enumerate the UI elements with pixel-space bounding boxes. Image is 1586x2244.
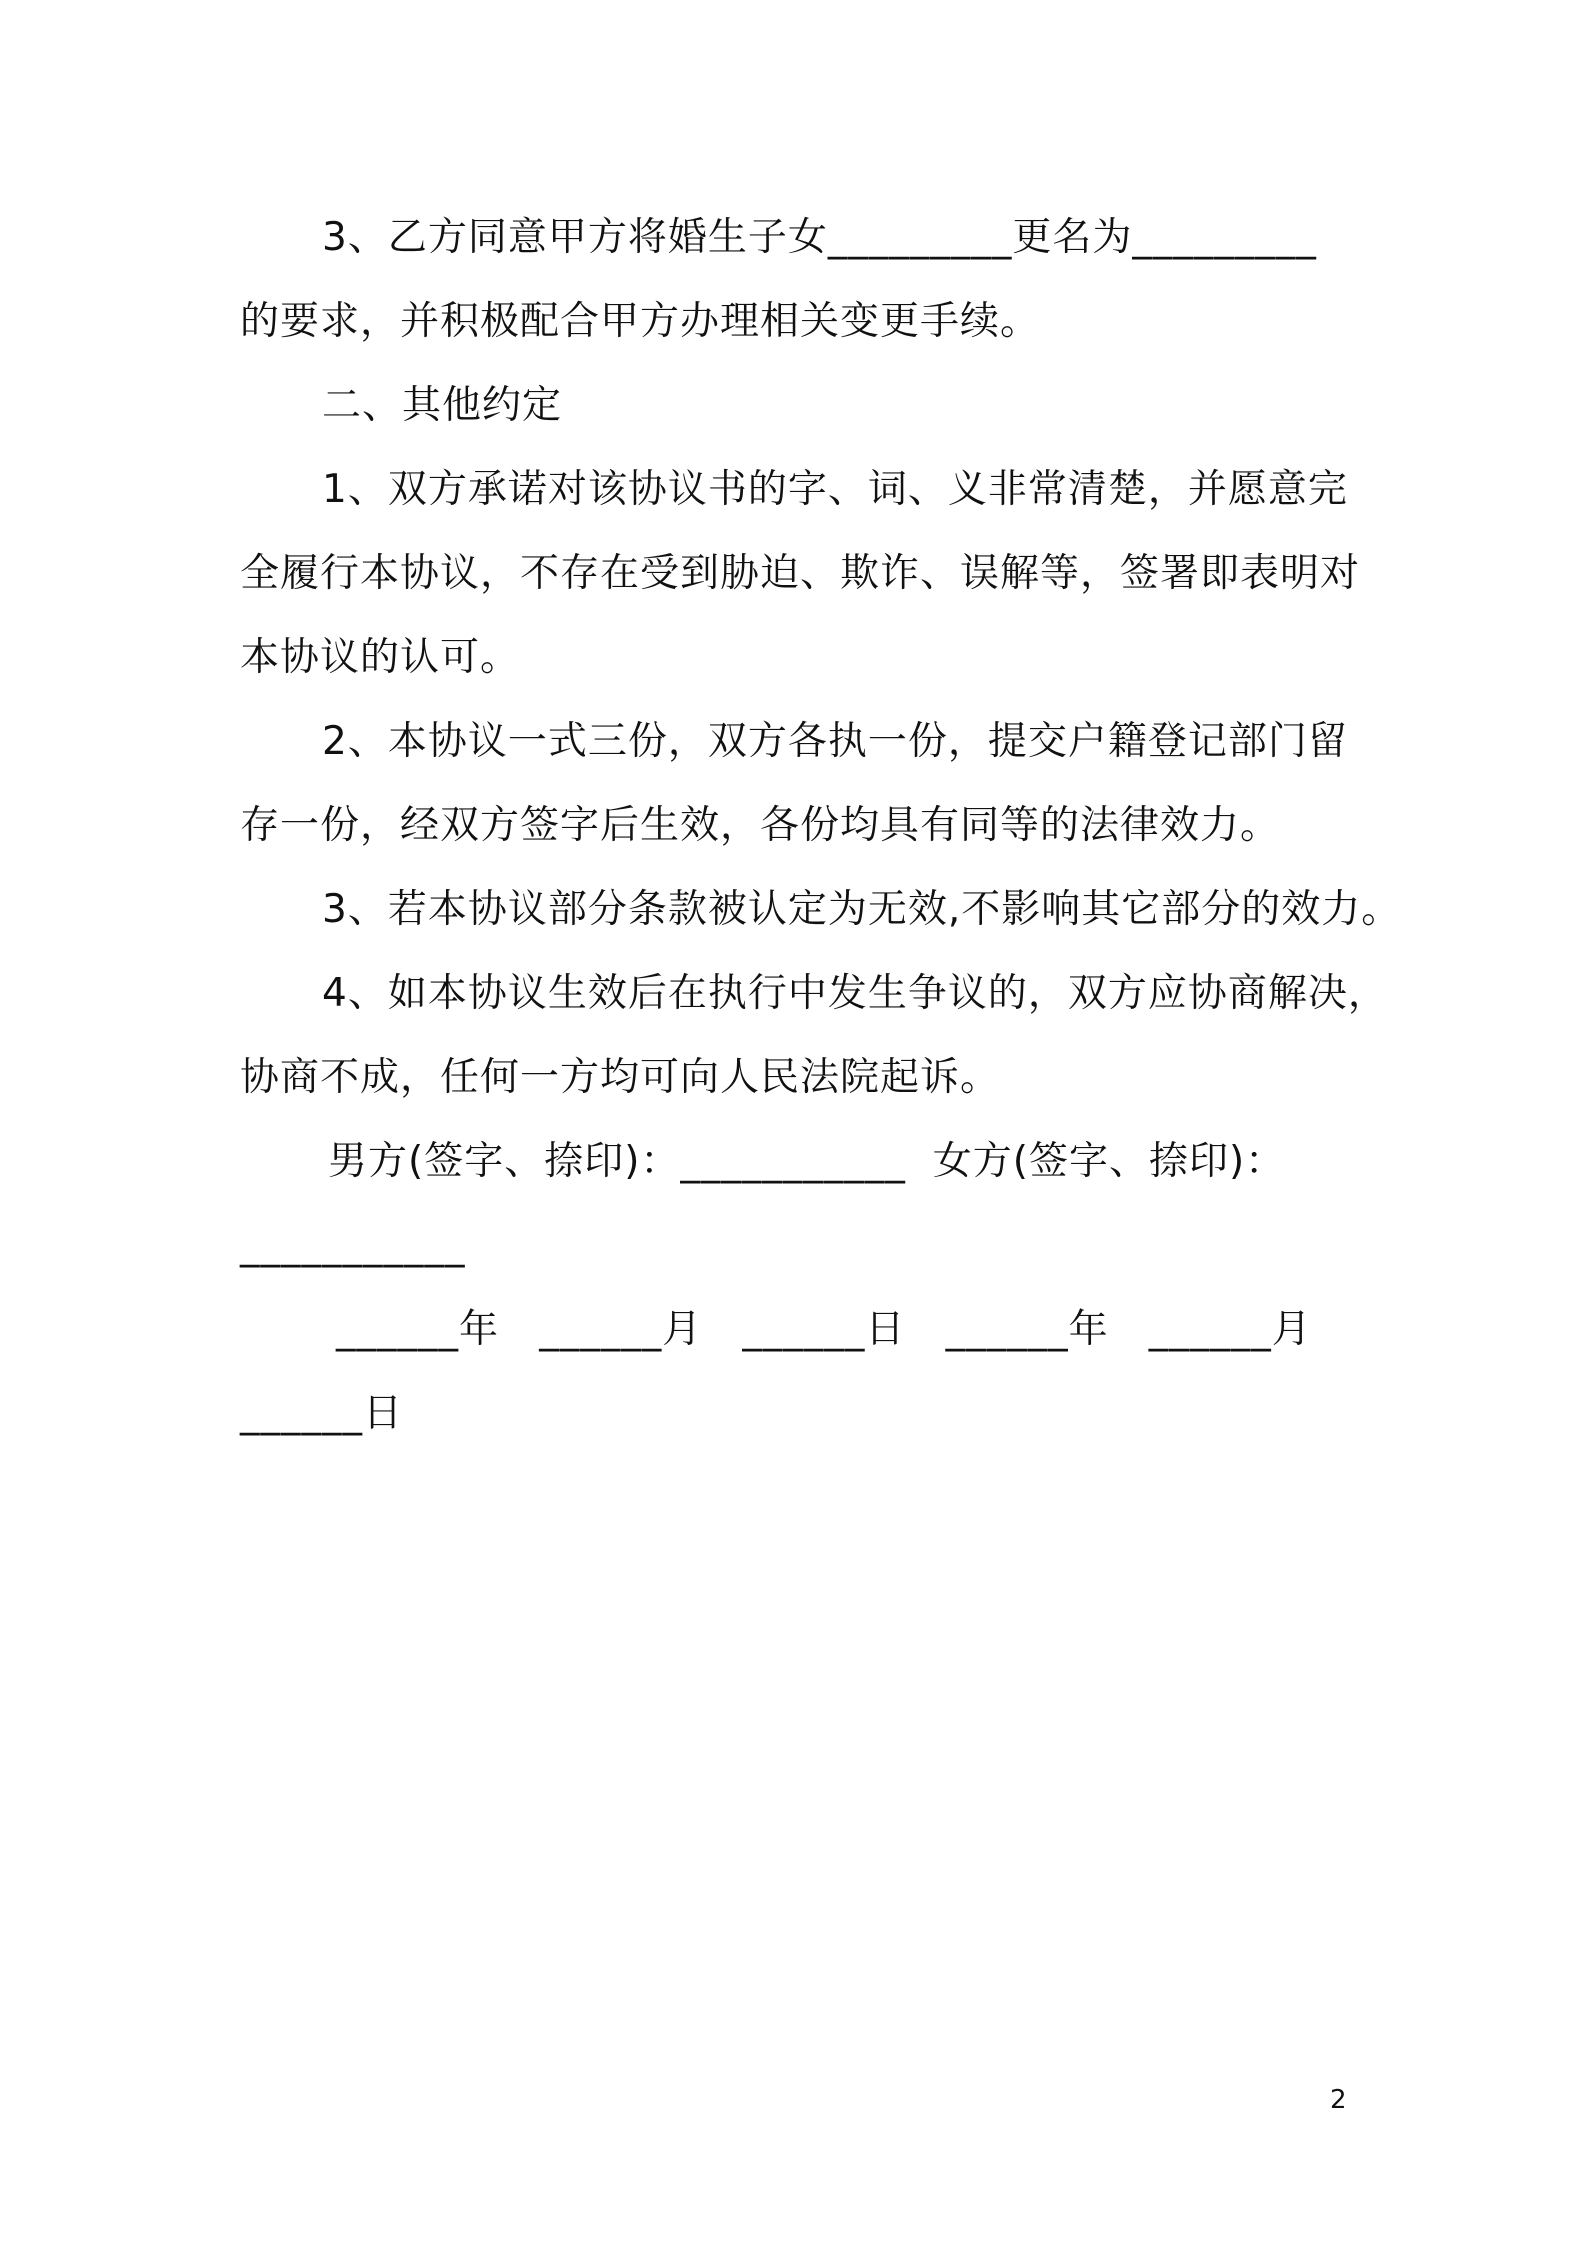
clause-1-line-3: 本协议的认可。 (240, 635, 521, 680)
page-number: 2 (1330, 2085, 1347, 2115)
date-line-continued: ______日 (240, 1391, 404, 1436)
clause-4-line-1: 4、如本协议生效后在执行中发生争议的，双方应协商解决， (322, 971, 1388, 1016)
section-heading-other-agreements: 二、其他约定 (322, 383, 563, 428)
clause-4-line-2: 协商不成，任何一方均可向人民法院起诉。 (240, 1055, 1001, 1100)
clause-2-line-2: 存一份，经双方签字后生效，各份均具有同等的法律效力。 (240, 803, 1281, 848)
clause-1-line-1: 1、双方承诺对该协议书的字、词、义非常清楚，并愿意完 (322, 467, 1348, 512)
clause-3-rename-line-1: 3、乙方同意甲方将婚生子女_________更名为_________ (322, 215, 1317, 260)
signature-line: 男方(签字、捺印)：___________ 女方(签字、捺印)： (328, 1139, 1286, 1184)
date-line: ______年 ______月 ______日 ______年 ______月 (336, 1307, 1312, 1352)
clause-3-line-1: 3、若本协议部分条款被认定为无效,不影响其它部分的效力。 (322, 887, 1402, 932)
signature-line-continued: ___________ (240, 1223, 466, 1268)
clause-1-line-2: 全履行本协议，不存在受到胁迫、欺诈、误解等，签署即表明对 (240, 551, 1361, 596)
document-body (240, 196, 1402, 1456)
clause-3-rename-line-2: 的要求，并积极配合甲方办理相关变更手续。 (240, 299, 1041, 344)
clause-2-line-1: 2、本协议一式三份，双方各执一份，提交户籍登记部门留 (322, 719, 1348, 764)
